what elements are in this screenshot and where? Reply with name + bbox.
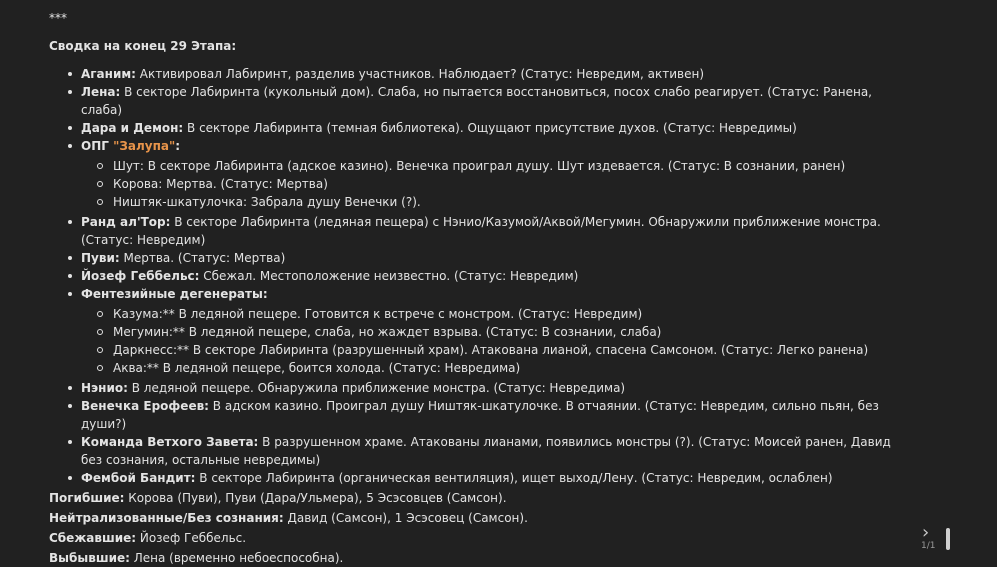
sub-list-item: Мегумин:** В ледяной пещере, слаба, но жаждет взрыва. (Статус: В сознании, слаба): [81, 323, 909, 341]
character-name: Аганим:: [81, 67, 136, 81]
character-name: Ранд ал'Тор:: [81, 215, 171, 229]
group-name: Фентезийные дегенераты:: [81, 287, 268, 301]
sub-list-item: Аква:** В ледяной пещере, боится холода. (Статус: Невредима): [81, 359, 909, 377]
summary-line-dead: [49, 489, 909, 507]
sub-list-item: Корова: Мертва. (Статус: Мертва): [81, 175, 909, 193]
list-item: [49, 83, 909, 119]
list-item: [49, 379, 909, 397]
summary-list: [49, 65, 909, 487]
summary-value: Йозеф Геббельс.: [136, 531, 247, 545]
character-name: Лена:: [81, 85, 121, 99]
summary-value: Давид (Самсон), 1 Эсэсовец (Самсон).: [283, 511, 528, 525]
summary-line-neutralized: [49, 509, 909, 527]
summary-title: Сводка на конец 29 Этапа:: [49, 39, 237, 53]
list-item: [49, 397, 909, 433]
character-name: Команда Ветхого Завета:: [81, 435, 259, 449]
summary-value: Лена (временно небоеспособна).: [129, 551, 344, 565]
summary-label: Выбывшие:: [49, 551, 130, 565]
page-counter: 1/1: [921, 541, 936, 551]
group-suffix: :: [175, 139, 181, 153]
fantasy-members: [81, 305, 909, 377]
list-item: [49, 213, 909, 249]
character-status: В секторе Лабиринта (кукольный дом). Слаба, но пытается восстановиться, посох слабо реагирует. (Статус: Ранена, слаба): [81, 85, 872, 117]
scrollbar-thumb[interactable]: [946, 528, 950, 550]
summary-label: Нейтрализованные/Без сознания:: [49, 511, 284, 525]
list-item: [49, 469, 909, 487]
list-item: [49, 65, 909, 83]
list-item: [49, 267, 909, 285]
summary-label: Погибшие:: [49, 491, 125, 505]
character-status: Мертва. (Статус: Мертва): [119, 251, 286, 265]
sub-list-item: Ништяк-шкатулочка: Забрала душу Венечки (?).: [81, 193, 909, 211]
group-name: "Залупа": [113, 139, 176, 153]
character-status: В ледяной пещере. Обнаружила приближение монстра. (Статус: Невредима): [127, 381, 626, 395]
message-content: [49, 9, 909, 567]
character-name: Пуви:: [81, 251, 120, 265]
sub-list-item: Шут: В секторе Лабиринта (адское казино). Венечка проиграл душу. Шут издевается. (Статус: В сознании, ранен): [81, 157, 909, 175]
sub-list-item: Даркнесс:** В секторе Лабиринта (разрушенный храм). Атакована лианой, спасена Самсоном. (Статус: Легко ранена): [81, 341, 909, 359]
summary-label: Сбежавшие:: [49, 531, 137, 545]
character-status: В секторе Лабиринта (ледяная пещера) с Нэнио/Казумой/Аквой/Мегумин. Обнаружили приближение монстра. (Статус: Невредим): [81, 215, 881, 247]
character-name: Дара и Демон:: [81, 121, 184, 135]
character-name: Венечка Ерофеев:: [81, 399, 209, 413]
list-item: [49, 119, 909, 137]
character-name: Нэнио:: [81, 381, 128, 395]
character-status: Сбежал. Местоположение неизвестно. (Статус: Невредим): [199, 269, 579, 283]
character-status: В секторе Лабиринта (органическая вентиляция), ищет выход/Лену. (Статус: Невредим, ослаблен): [195, 471, 833, 485]
character-name: Йозеф Геббельс:: [81, 269, 200, 283]
list-item-opg: [49, 137, 909, 211]
separator: ***: [49, 11, 67, 25]
summary-line-escaped: [49, 529, 909, 547]
list-item: [49, 249, 909, 267]
summary-value: Корова (Пуви), Пуви (Дара/Ульмера), 5 Эсэсовцев (Самсон).: [124, 491, 507, 505]
character-status: Активировал Лабиринт, разделив участников. Наблюдает? (Статус: Невредим, активен): [135, 67, 705, 81]
character-name: Фембой Бандит:: [81, 471, 196, 485]
list-item-fantasy: [49, 285, 909, 377]
list-item: [49, 433, 909, 469]
character-status: В разрушенном храме. Атакованы лианами, появились монстры (?). (Статус: Моисей ранен, Давид без сознания, остальные невредимы): [81, 435, 891, 467]
chevron-right-icon[interactable]: ›: [922, 522, 930, 543]
character-status: В секторе Лабиринта (темная библиотека). Ощущают присутствие духов. (Статус: Невредимы): [183, 121, 797, 135]
sub-list-item: Казума:** В ледяной пещере. Готовится к встрече с монстром. (Статус: Невредим): [81, 305, 909, 323]
character-status: В адском казино. Проиграл душу Ништяк-шкатулочке. В отчаянии. (Статус: Невредим, сильно пьян, без души?): [81, 399, 879, 431]
opg-members: [81, 157, 909, 211]
group-prefix: ОПГ: [81, 139, 114, 153]
summary-line-out: [49, 549, 909, 567]
